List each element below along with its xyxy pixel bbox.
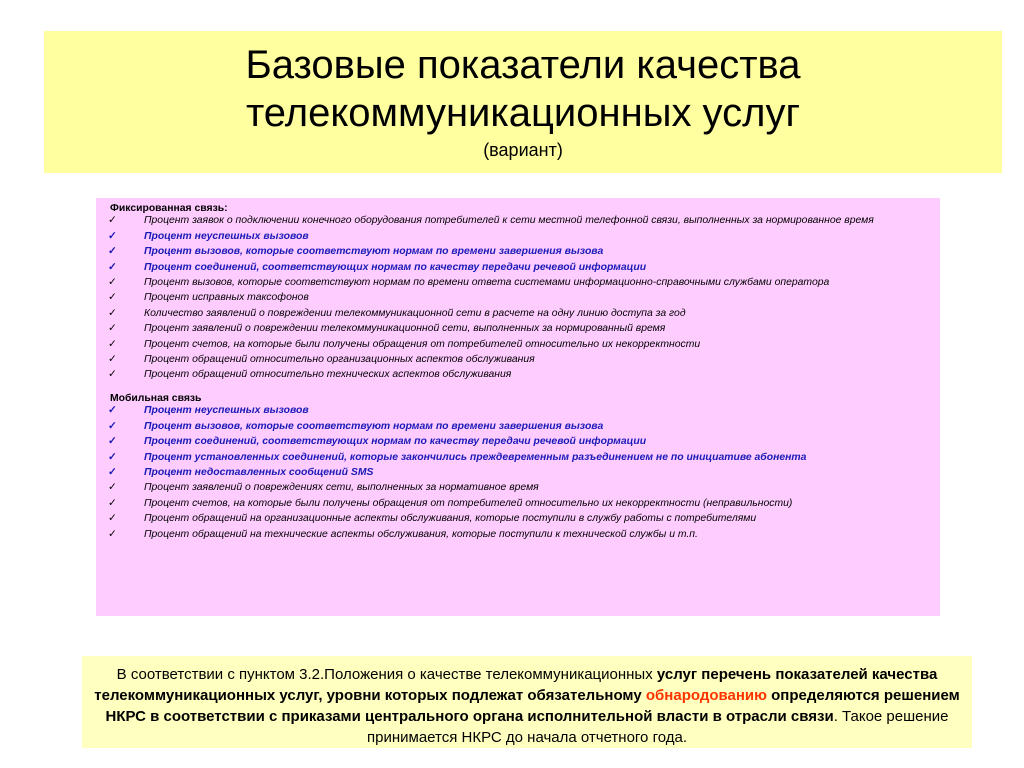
- fixed-list-item: [104, 323, 930, 334]
- page-subtitle: (вариант): [483, 140, 563, 160]
- fixed-list-item: [104, 292, 930, 303]
- list-item-text: Процент исправных таксофонов: [144, 292, 309, 304]
- indicators-panel: [96, 198, 940, 616]
- list-item-text: Процент неуспешных вызовов: [144, 230, 309, 242]
- list-item-text: Количество заявлений о повреждении телекоммуникационной сети в расчете на одну линию доступа за год: [144, 307, 686, 319]
- mobile-list-item: [104, 405, 930, 416]
- note-text-bold-2: определяются решением НКРС в соответствии с приказами центрального органа исполнительной власти в отрасли связи: [105, 687, 960, 725]
- list-item-text: Процент обращений на технические аспекты обслуживания, которые поступили к технической службы и т.п.: [144, 528, 698, 540]
- title-banner: [44, 31, 1002, 173]
- list-item-text: Процент заявлений о повреждениях сети, выполненных за нормативное время: [144, 482, 539, 494]
- check-icon: ✓: [108, 369, 117, 381]
- mobile-list-item: [104, 452, 930, 463]
- fixed-list-item: [104, 262, 930, 273]
- check-icon: ✓: [108, 338, 117, 350]
- fixed-list-item: [104, 354, 930, 365]
- note-text-highlight: обнародованию: [645, 687, 767, 704]
- regulation-note: [82, 656, 972, 748]
- fixed-list-item: [104, 231, 930, 242]
- list-item-text: Процент неуспешных вызовов: [144, 405, 309, 417]
- check-icon: ✓: [108, 230, 117, 242]
- fixed-list-item: [104, 339, 930, 350]
- check-icon: ✓: [108, 451, 117, 463]
- check-icon: ✓: [108, 246, 117, 258]
- page-title-line1: Базовые показатели качества: [245, 43, 801, 87]
- fixed-list-item: [104, 369, 930, 380]
- list-item-text: Процент обращений на организационные аспекты обслуживания, которые поступили в службу работы с потребителями: [144, 513, 757, 525]
- fixed-section-heading: Фиксированная связь:: [110, 203, 228, 214]
- list-item-text: Процент заявок о подключении конечного оборудования потребителей к сети местной телефонной связи, выполненных за нормированное время: [144, 215, 874, 227]
- mobile-indicators-list: [104, 405, 930, 540]
- list-item-text: Процент соединений, соответствующих нормам по качеству передачи речевой информации: [144, 436, 647, 448]
- check-icon: ✓: [108, 513, 117, 525]
- list-item-text: Процент счетов, на которые были получены обращения от потребителей относительно их некорректности (неправильности): [144, 497, 793, 509]
- check-icon: ✓: [108, 354, 117, 366]
- list-item-text: Процент счетов, на которые были получены обращения от потребителей относительно их некорректности: [144, 338, 701, 350]
- list-item-text: Процент вызовов, которые соответствуют нормам по времени ответа системами информационно-справочными службами оператора: [144, 277, 830, 289]
- check-icon: ✓: [108, 466, 117, 478]
- list-item-text: Процент вызовов, которые соответствуют нормам по времени завершения вызова: [144, 246, 604, 258]
- mobile-list-item: [104, 436, 930, 447]
- check-icon: ✓: [108, 528, 117, 540]
- fixed-list-item: [104, 246, 930, 257]
- check-icon: ✓: [108, 215, 117, 227]
- fixed-list-item: [104, 277, 930, 288]
- list-item-text: Процент установленных соединений, которые закончились преждевременным разъединением не по инициативе абонента: [144, 451, 807, 463]
- check-icon: ✓: [108, 292, 117, 304]
- mobile-list-item: [104, 513, 930, 524]
- mobile-list-item: [104, 529, 930, 540]
- check-icon: ✓: [108, 277, 117, 289]
- check-icon: ✓: [108, 436, 117, 448]
- check-icon: ✓: [108, 261, 117, 273]
- fixed-list-item: [104, 215, 930, 226]
- check-icon: ✓: [108, 323, 117, 335]
- fixed-list-item: [104, 308, 930, 319]
- check-icon: ✓: [108, 420, 117, 432]
- check-icon: ✓: [108, 497, 117, 509]
- list-item-text: Процент обращений относительно технических аспектов обслуживания: [144, 369, 512, 381]
- page-title-line2: телекоммуникационных услуг: [245, 91, 801, 135]
- list-item-text: Процент недоставленных сообщений SMS: [144, 466, 374, 478]
- mobile-list-item: [104, 482, 930, 493]
- note-text-regular: В соответствии с пунктом 3.2.Положения о качестве телекоммуникационных: [116, 666, 657, 683]
- list-item-text: Процент вызовов, которые соответствуют нормам по времени завершения вызова: [144, 420, 604, 432]
- fixed-indicators-list: [104, 215, 930, 380]
- mobile-list-item: [104, 467, 930, 478]
- mobile-section-heading: Мобильная связь: [110, 392, 202, 404]
- note-text-end: . Такое решение принимается НКРС до начала отчетного года.: [367, 708, 949, 746]
- list-item-text: Процент заявлений о повреждении телекоммуникационной сети, выполненных за нормированный время: [144, 323, 666, 335]
- mobile-list-item: [104, 421, 930, 432]
- list-item-text: Процент обращений относительно организационных аспектов обслуживания: [144, 354, 535, 366]
- note-text-bold: услуг перечень показателей качества телекоммуникационных услуг, уровни которых подлежат обязательному: [94, 666, 938, 704]
- check-icon: ✓: [108, 307, 117, 319]
- list-item-text: Процент соединений, соответствующих нормам по качеству передачи речевой информации: [144, 261, 647, 273]
- check-icon: ✓: [108, 482, 117, 494]
- mobile-list-item: [104, 498, 930, 509]
- check-icon: ✓: [108, 405, 117, 417]
